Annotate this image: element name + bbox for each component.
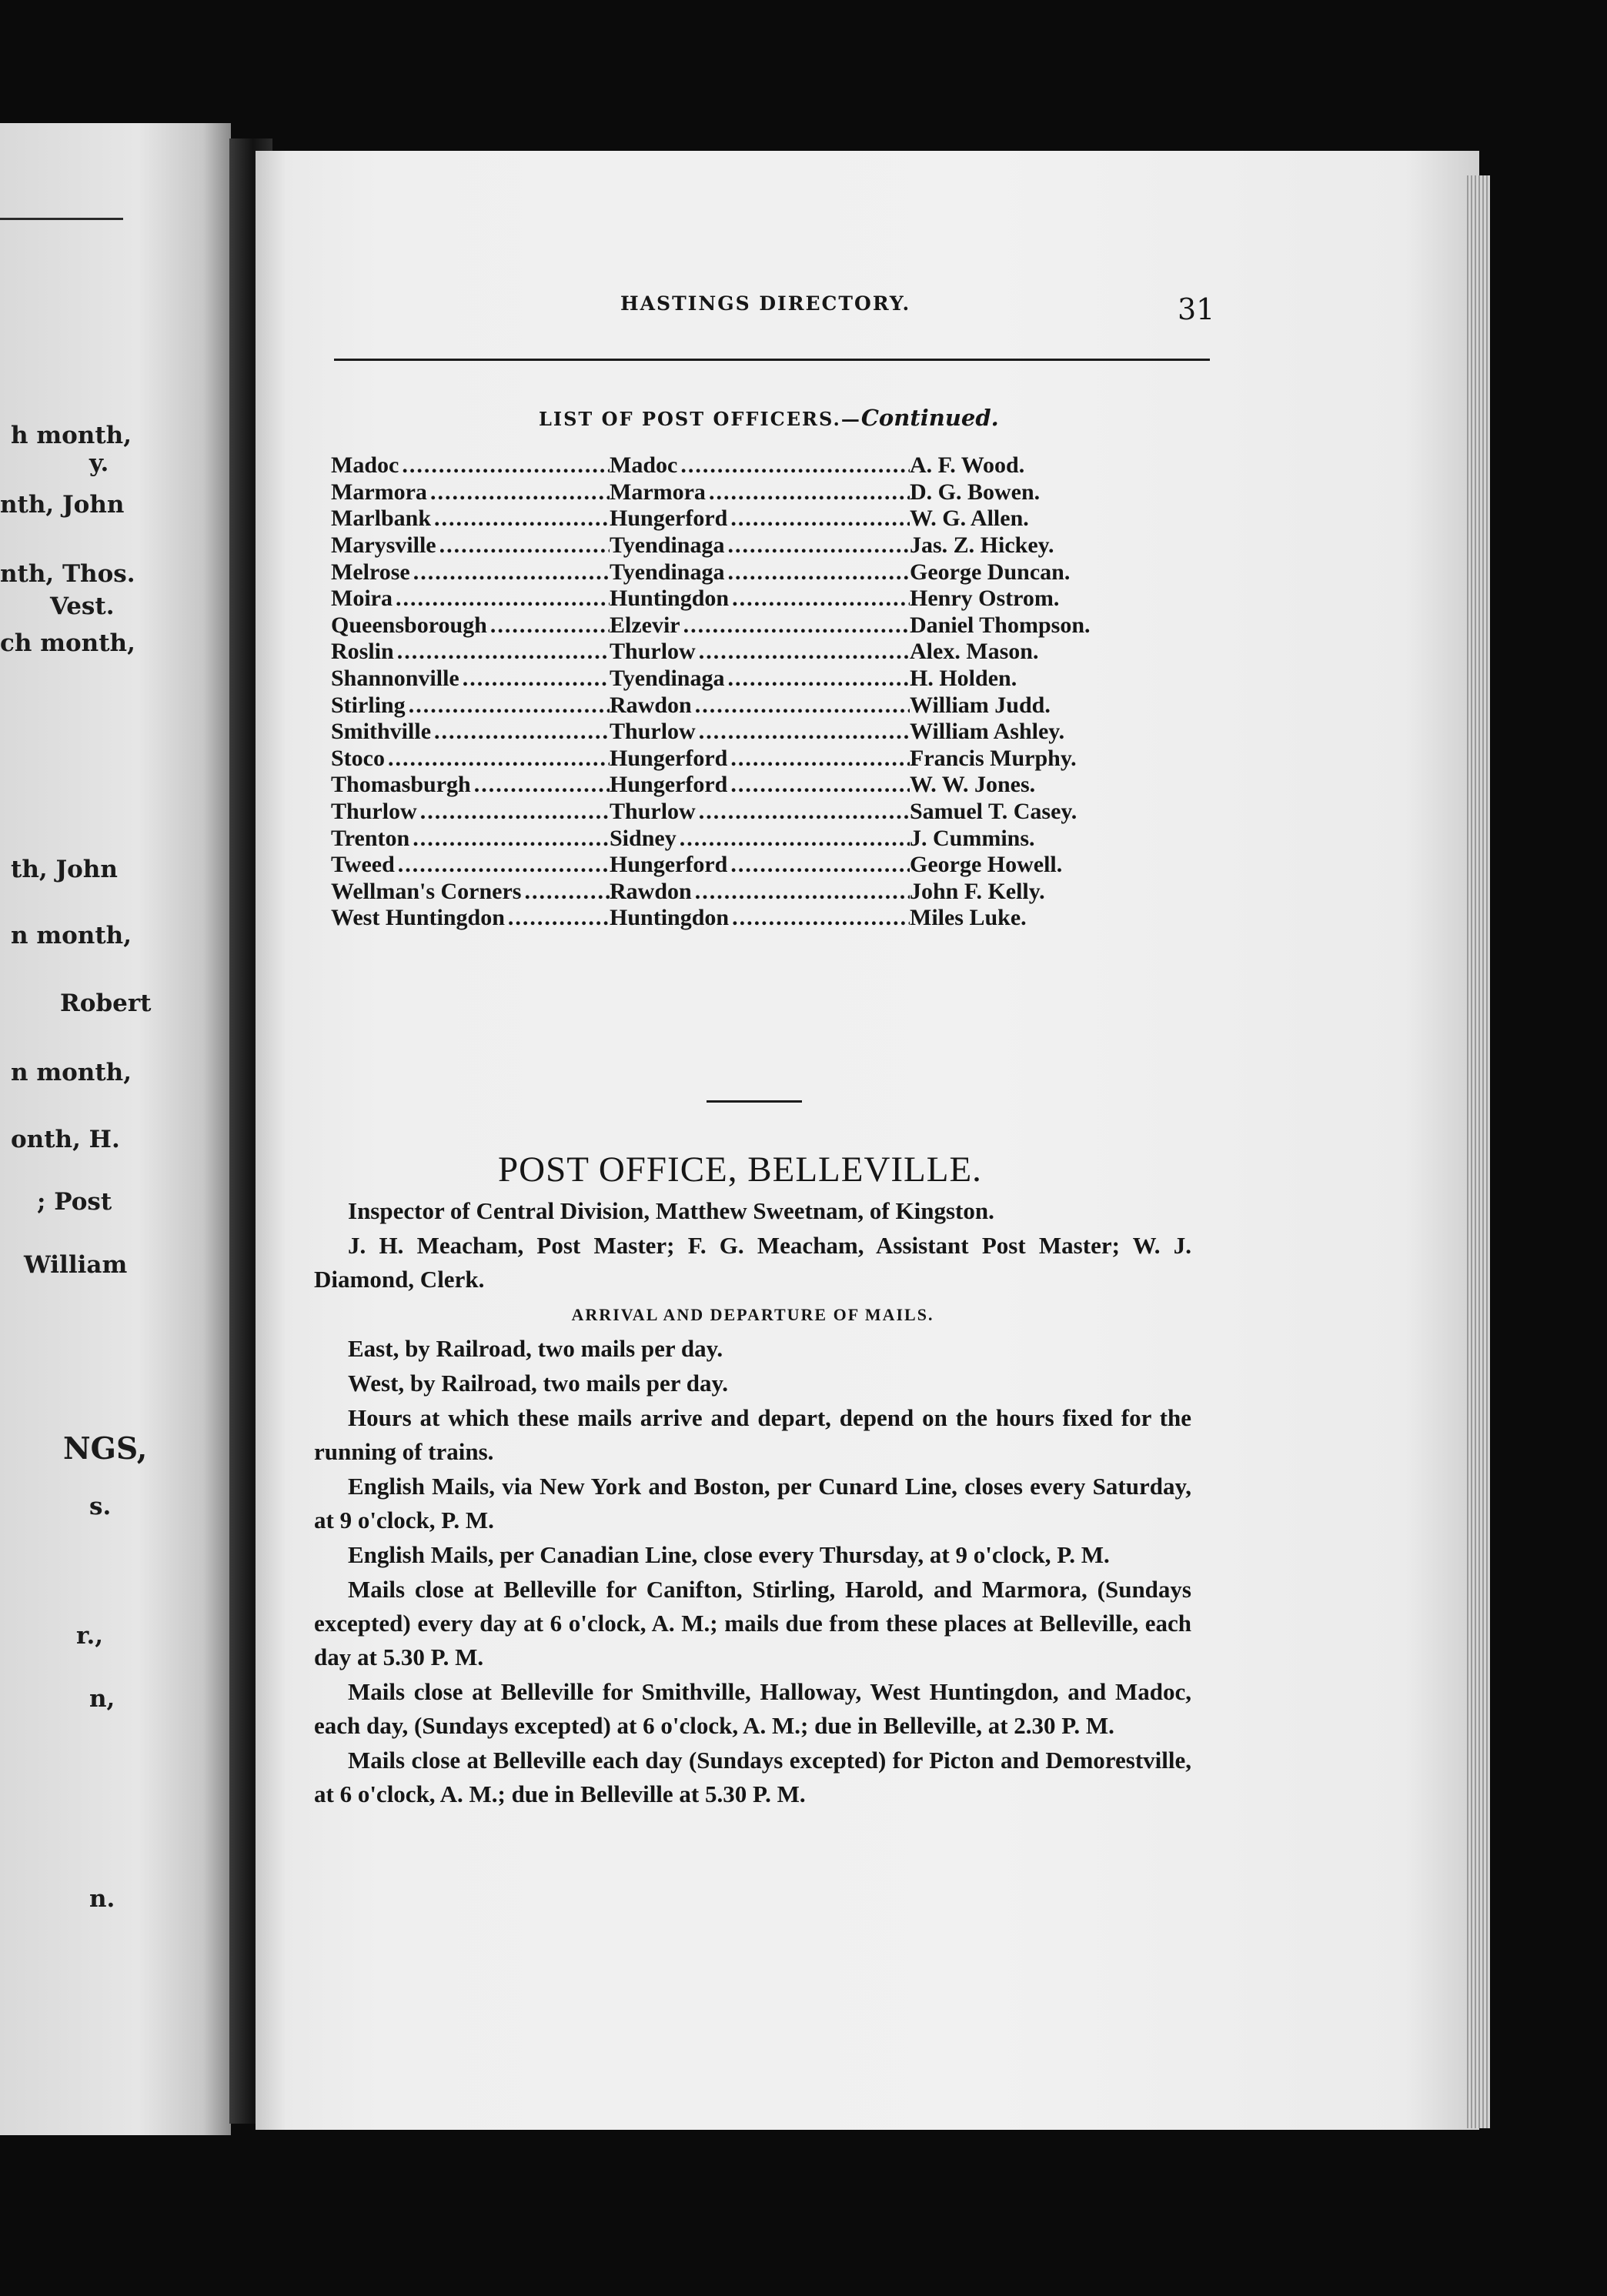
post-office-row bbox=[331, 612, 1216, 639]
left-page-fragment: ; Post bbox=[37, 1188, 112, 1216]
running-head: HASTINGS DIRECTORY. bbox=[620, 292, 911, 315]
township-name: Hungerford ..... bbox=[610, 772, 910, 798]
township-name: Rawdon ..... bbox=[610, 879, 910, 905]
mail-paragraphs bbox=[314, 1332, 1191, 1811]
township-name: Sidney ..... bbox=[610, 826, 910, 852]
post-office-name: Thurlow ..... bbox=[331, 799, 610, 825]
post-office-name: Queensborough ..... bbox=[331, 612, 610, 639]
township-name: Elzevir ..... bbox=[610, 612, 910, 639]
left-page-fragment: n. bbox=[89, 1885, 115, 1913]
post-office-row bbox=[331, 666, 1216, 692]
postmaster-name: D. G. Bowen. bbox=[910, 479, 1041, 505]
township-name: Tyendinaga ..... bbox=[610, 666, 910, 692]
postmaster-name: William Judd. bbox=[910, 692, 1051, 718]
post-office-list bbox=[331, 452, 1216, 932]
post-office-row bbox=[331, 639, 1216, 666]
postmaster-name: Jas. Z. Hickey. bbox=[910, 532, 1054, 559]
section-title: POST OFFICE, BELLEVILLE. bbox=[498, 1150, 982, 1190]
left-page-fragment: ch month, bbox=[0, 629, 135, 657]
post-office-name: West Huntingdon ..... bbox=[331, 905, 610, 931]
left-page-fragment: n month, bbox=[11, 922, 132, 949]
post-office-name: Tweed ..... bbox=[331, 852, 610, 878]
section-divider bbox=[707, 1100, 802, 1103]
post-office-name: Marlbank ..... bbox=[331, 506, 610, 532]
post-office-name: Roslin ..... bbox=[331, 639, 610, 665]
mail-paragraph: Hours at which these mails arrive and depart, depend on the hours fixed for the running of trains. bbox=[314, 1404, 1191, 1465]
page-edges bbox=[1467, 175, 1490, 2128]
mail-paragraph: Mails close at Belleville each day (Sundays excepted) for Picton and Demorestville, at 6 o'clock, A. M.; due in Belleville at 5.30 P. M. bbox=[314, 1747, 1191, 1807]
township-name: Marmora ..... bbox=[610, 479, 910, 506]
left-page-fragment: n, bbox=[89, 1685, 115, 1713]
postmaster-name: Alex. Mason. bbox=[910, 639, 1039, 665]
left-page-fragment: William bbox=[24, 1251, 128, 1279]
post-office-name: Wellman's Corners ..... bbox=[331, 879, 610, 905]
postmaster-name: J. Cummins. bbox=[910, 825, 1035, 851]
postmaster-name: A. F. Wood. bbox=[910, 452, 1025, 479]
township-name: Thurlow ..... bbox=[610, 719, 910, 745]
post-office-row bbox=[331, 772, 1216, 799]
township-name: Madoc ..... bbox=[610, 452, 910, 479]
post-office-row bbox=[331, 452, 1216, 479]
post-office-text bbox=[314, 1194, 1191, 1811]
postmaster-name: Daniel Thompson. bbox=[910, 612, 1091, 638]
post-office-row bbox=[331, 852, 1216, 879]
left-page-fragment: Robert bbox=[60, 989, 152, 1017]
post-office-row bbox=[331, 825, 1216, 852]
postmaster-name: Samuel T. Casey. bbox=[910, 799, 1077, 825]
post-office-name: Smithville ..... bbox=[331, 719, 610, 745]
left-page-rule bbox=[0, 218, 123, 220]
post-office-row bbox=[331, 692, 1216, 719]
township-name: Tyendinaga ..... bbox=[610, 532, 910, 559]
list-title-continued: Continued. bbox=[860, 405, 999, 431]
post-office-row bbox=[331, 879, 1216, 906]
township-name: Thurlow ..... bbox=[610, 639, 910, 665]
post-office-row bbox=[331, 479, 1216, 506]
inspector-line: Inspector of Central Division, Matthew Sweetnam, of Kingston. bbox=[348, 1197, 994, 1224]
right-page bbox=[256, 151, 1479, 2130]
township-name: Hungerford ..... bbox=[610, 852, 910, 878]
mail-paragraph: East, by Railroad, two mails per day. bbox=[348, 1335, 723, 1362]
mail-paragraph: Mails close at Belleville for Canifton, Stirling, Harold, and Marmora, (Sundays excepted) every day at 6 o'clock, A. M.; mails due from these places at Belleville, each day at 5.30 P. M. bbox=[314, 1576, 1191, 1670]
mail-paragraph: Mails close at Belleville for Smithville, Halloway, West Huntingdon, and Madoc, each day, (Sundays excepted) at 6 o'clock, A. M.; due in Belleville, at 2.30 P. M. bbox=[314, 1678, 1191, 1739]
left-page-fragment: s. bbox=[89, 1493, 112, 1520]
postmaster-name: William Ashley. bbox=[910, 719, 1065, 745]
left-page-fragment: th, John bbox=[11, 856, 118, 883]
left-page-fragment: y. bbox=[89, 449, 109, 477]
post-office-row bbox=[331, 532, 1216, 559]
township-name: Rawdon ..... bbox=[610, 692, 910, 719]
post-office-row bbox=[331, 905, 1216, 932]
post-office-name: Stirling ..... bbox=[331, 692, 610, 719]
township-name: Hungerford ..... bbox=[610, 746, 910, 772]
post-office-name: Stoco ..... bbox=[331, 746, 610, 772]
postmaster-name: Francis Murphy. bbox=[910, 745, 1077, 771]
post-office-name: Moira ..... bbox=[331, 586, 610, 612]
left-page-fragment: onth, H. bbox=[11, 1126, 120, 1153]
post-office-row bbox=[331, 799, 1216, 826]
post-office-name: Marysville ..... bbox=[331, 532, 610, 559]
post-office-name: Melrose ..... bbox=[331, 559, 610, 586]
township-name: Huntingdon ..... bbox=[610, 905, 910, 931]
postmaster-name: John F. Kelly. bbox=[910, 878, 1045, 904]
township-name: Huntingdon ..... bbox=[610, 586, 910, 612]
township-name: Tyendinaga ..... bbox=[610, 559, 910, 586]
post-office-name: Thomasburgh ..... bbox=[331, 772, 610, 798]
postmaster-name: W. W. Jones. bbox=[910, 772, 1036, 798]
post-office-name: Shannonville ..... bbox=[331, 666, 610, 692]
township-name: Hungerford ..... bbox=[610, 506, 910, 532]
post-office-row bbox=[331, 586, 1216, 612]
left-page-fragment: h month, bbox=[11, 422, 132, 449]
page-number: 31 bbox=[1178, 292, 1215, 326]
mail-paragraph: English Mails, via New York and Boston, per Cunard Line, closes every Saturday, at 9 o'clock, P. M. bbox=[314, 1473, 1191, 1533]
post-office-name: Marmora ..... bbox=[331, 479, 610, 506]
township-name: Thurlow ..... bbox=[610, 799, 910, 825]
left-page-fragment: NGS, bbox=[63, 1431, 148, 1467]
post-office-row bbox=[331, 559, 1216, 586]
mail-paragraph: English Mails, per Canadian Line, close every Thursday, at 9 o'clock, P. M. bbox=[348, 1541, 1110, 1568]
mails-heading: ARRIVAL AND DEPARTURE OF MAILS. bbox=[571, 1305, 934, 1324]
postmaster-name: George Duncan. bbox=[910, 559, 1071, 585]
post-office-row bbox=[331, 719, 1216, 746]
postmaster-name: George Howell. bbox=[910, 852, 1063, 878]
left-page-fragment: r., bbox=[76, 1622, 104, 1650]
postmaster-name: W. G. Allen. bbox=[910, 506, 1029, 532]
left-page-fragment: n month, bbox=[11, 1059, 132, 1086]
postmaster-name: Henry Ostrom. bbox=[910, 586, 1060, 612]
post-office-name: Madoc ..... bbox=[331, 452, 610, 479]
mail-paragraph: West, by Railroad, two mails per day. bbox=[348, 1370, 729, 1397]
postmaster-name: H. Holden. bbox=[910, 666, 1017, 692]
list-title-text: LIST OF POST OFFICERS.— bbox=[539, 408, 861, 430]
post-office-row bbox=[331, 506, 1216, 532]
left-page-fragment: nth, John bbox=[0, 491, 125, 519]
post-office-name: Trenton ..... bbox=[331, 826, 610, 852]
staff-line: J. H. Meacham, Post Master; F. G. Meacham, Assistant Post Master; W. J. Diamond, Clerk. bbox=[314, 1232, 1191, 1293]
left-page-fragment: nth, Thos. bbox=[0, 560, 135, 588]
list-title bbox=[539, 405, 999, 431]
header-rule bbox=[334, 359, 1210, 361]
post-office-row bbox=[331, 746, 1216, 773]
left-page-fragment: Vest. bbox=[50, 592, 115, 620]
postmaster-name: Miles Luke. bbox=[910, 905, 1027, 931]
